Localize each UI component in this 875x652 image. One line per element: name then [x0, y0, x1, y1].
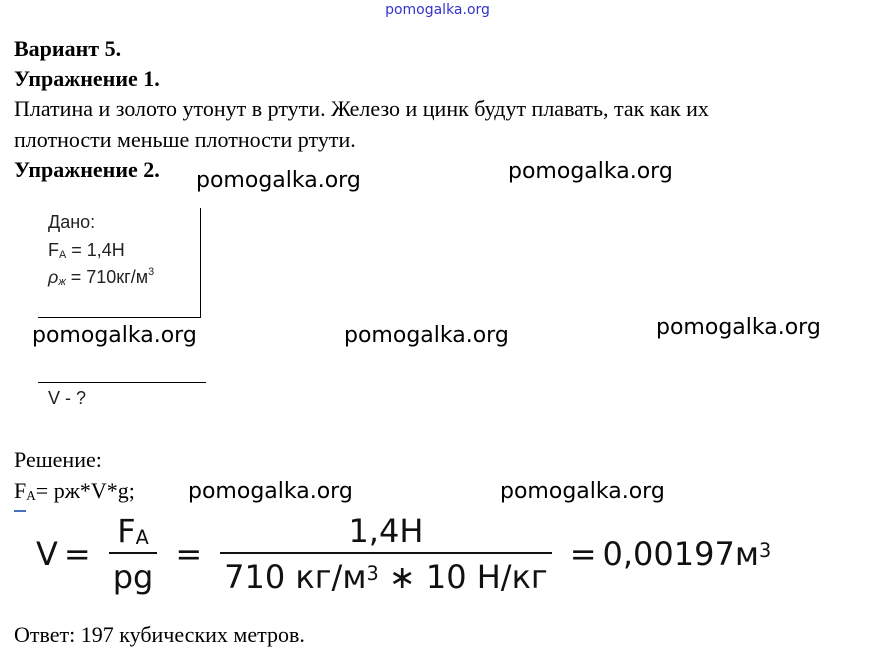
site-watermark-top: pomogalka.org: [385, 2, 490, 18]
den-density-exponent: 3: [366, 562, 379, 585]
eq-force-rest: = pж*V*g;: [35, 478, 135, 503]
density-exponent: 3: [148, 266, 155, 278]
density-symbol: ρ: [48, 267, 59, 287]
formula-equals-1: =: [63, 535, 91, 573]
given-force: [48, 240, 125, 261]
exercise-1-title: Упражнение 1.: [14, 66, 160, 91]
watermark-text: pomogalka.org: [32, 323, 197, 348]
fraction-symbolic: [109, 512, 158, 596]
answer-text: Ответ: 197 кубических метров.: [14, 622, 305, 647]
density-value: = 710кг/м: [65, 267, 149, 287]
result-exponent: 3: [758, 539, 772, 562]
given-vertical-divider: [200, 208, 201, 318]
watermark-text: pomogalka.org: [508, 159, 673, 184]
formula-result: [603, 535, 772, 573]
given-horizontal-divider: [38, 317, 200, 318]
force-value: = 1,4Н: [66, 240, 125, 260]
given-label: Дано:: [48, 212, 96, 232]
exercise-2-title: Упражнение 2.: [14, 157, 160, 182]
formula-lhs: V: [36, 535, 58, 573]
watermark-text: pomogalka.org: [188, 479, 353, 504]
den-density-part: 710 кг/м: [224, 558, 367, 596]
variant-heading: Вариант 5.: [14, 36, 122, 61]
density-subscript: ж: [58, 276, 66, 288]
fraction-numeric-numerator: 1,4Н: [348, 512, 424, 550]
exercise-1-text-line-1: Платина и золото утонут в ртути. Железо и цинк будут плавать, так как их: [14, 96, 709, 121]
num-force-subscript: A: [135, 526, 149, 549]
volume-formula: [36, 512, 771, 596]
eq-force-symbol: F: [14, 478, 27, 503]
archimedes-formula-line: [14, 478, 135, 504]
blue-mark: [14, 510, 26, 512]
find-unknown: V - ?: [48, 388, 87, 408]
exercise-1-text-line-2: плотности меньше плотности ртути.: [14, 127, 356, 152]
find-divider: [38, 382, 206, 383]
fraction-symbolic-numerator: [113, 512, 153, 552]
watermark-text: pomogalka.org: [500, 479, 665, 504]
fraction-numeric-denominator: [220, 552, 552, 596]
result-value: 0,00197м: [602, 535, 759, 573]
watermark-text: pomogalka.org: [196, 168, 361, 193]
given-density: [48, 266, 154, 288]
solution-label: Решение:: [14, 447, 102, 472]
watermark-text: pomogalka.org: [656, 315, 821, 340]
fraction-numeric: [220, 512, 552, 596]
watermark-text: pomogalka.org: [344, 323, 509, 348]
eq-force-subscript: A: [26, 488, 36, 503]
force-subscript: A: [59, 249, 67, 261]
formula-equals-2: =: [175, 535, 203, 573]
force-symbol: F: [48, 240, 59, 260]
num-force-symbol: F: [117, 512, 136, 550]
formula-equals-3: =: [569, 535, 597, 573]
fraction-symbolic-denominator: pg: [109, 552, 158, 596]
den-gravity-part: ∗ 10 Н/кг: [378, 558, 548, 596]
